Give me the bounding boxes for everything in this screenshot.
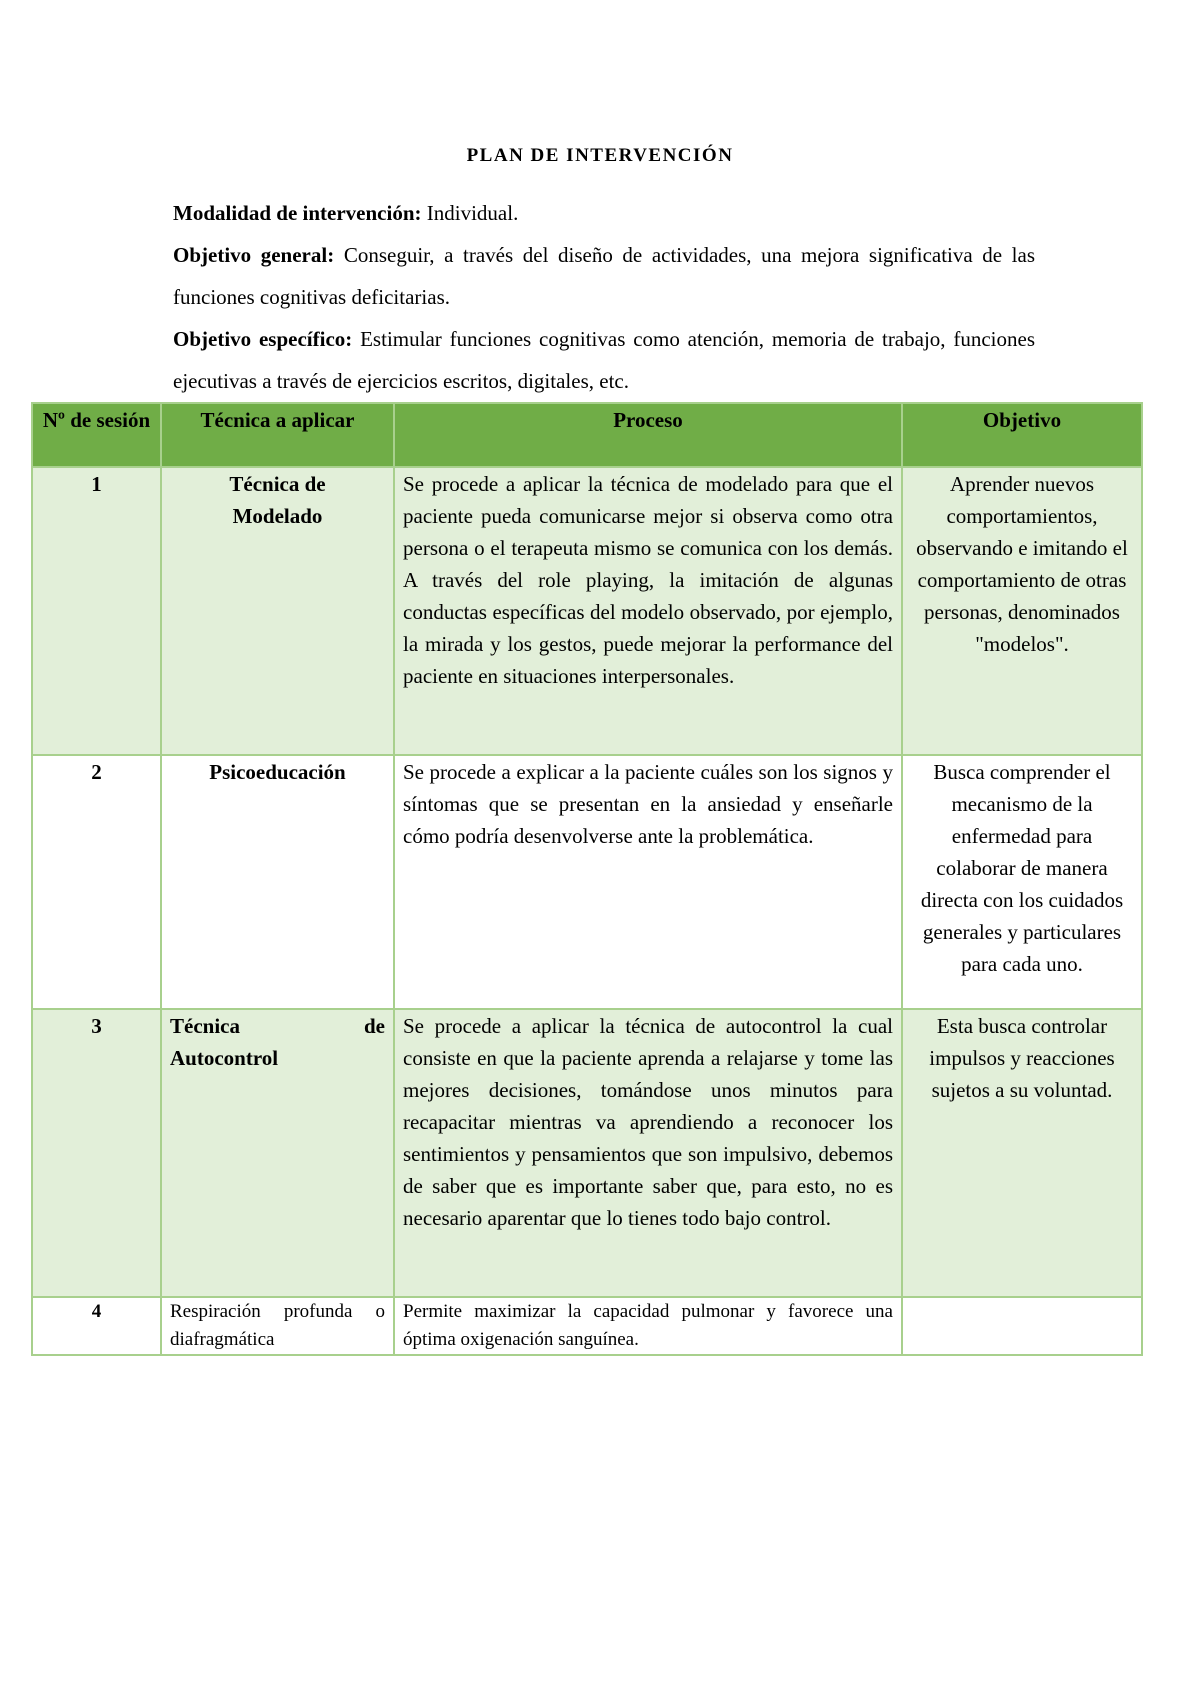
modalidad-value: Individual. [426, 201, 519, 225]
document-title: PLAN DE INTERVENCIÓN [466, 145, 734, 166]
objetivo-especifico-label: Objetivo específico: [173, 327, 353, 351]
process-cell: Se procede a aplicar la técnica de autocontrol la cual consiste en que la paciente aprenda a relajarse y tome las mejores decisiones, tomándose unos minutos para recapacitar mientras va aprendiendo a reconocer los sentimientos y pensamientos que son impulsivo, debemos de saber que es importante saber que, para esto, no es necesario aparentar que lo tienes todo bajo control. [394, 1009, 902, 1297]
objetivo-general-paragraph [173, 234, 1035, 318]
session-number: 2 [32, 755, 161, 1009]
header-process: Proceso [394, 403, 902, 467]
table-row [32, 1009, 1142, 1297]
process-cell: Permite maximizar la capacidad pulmonar y favorece una óptima oxigenación sanguínea. [394, 1297, 902, 1355]
table-row [32, 1297, 1142, 1355]
objetivo-general-value: Conseguir, a través del diseño de actividades, una mejora significativa de las funciones cognitivas deficitarias. [173, 243, 1036, 309]
technique-line: Técnica de [229, 472, 326, 496]
technique-cell: Respiración profunda o diafragmática [161, 1297, 394, 1355]
header-session: Nº de sesión [32, 403, 161, 467]
objective-cell [902, 1297, 1142, 1355]
session-number: 1 [32, 467, 161, 755]
objective-cell: Aprender nuevos comportamientos, observando e imitando el comportamiento de otras personas, denominados "modelos". [902, 467, 1142, 755]
modalidad-paragraph [173, 192, 1035, 234]
objetivo-especifico-value: Estimular funciones cognitivas como atención, memoria de trabajo, funciones ejecutivas a través de ejercicios escritos, digitales, etc. [173, 327, 1035, 393]
table-header-row [32, 403, 1142, 467]
technique-line: Técnica de [170, 1014, 385, 1038]
objective-cell: Busca comprender el mecanismo de la enfermedad para colaborar de manera directa con los cuidados generales y particulares para cada uno. [902, 755, 1142, 1009]
technique-line: Autocontrol [170, 1046, 279, 1070]
table-row [32, 467, 1142, 755]
technique-cell [161, 1009, 394, 1297]
session-number: 3 [32, 1009, 161, 1297]
process-cell: Se procede a explicar a la paciente cuáles son los signos y síntomas que se presentan en la ansiedad y enseñarle cómo podría desenvolverse ante la problemática. [394, 755, 902, 1009]
session-number: 4 [32, 1297, 161, 1355]
technique-cell [161, 755, 394, 1009]
objetivo-especifico-paragraph [173, 318, 1035, 402]
intro-section [173, 192, 1035, 402]
header-objective: Objetivo [902, 403, 1142, 467]
technique-line: Psicoeducación [209, 760, 346, 784]
technique-line: Modelado [232, 504, 323, 528]
technique-cell [161, 467, 394, 755]
objective-cell: Esta busca controlar impulsos y reacciones sujetos a su voluntad. [902, 1009, 1142, 1297]
table-row [32, 755, 1142, 1009]
objetivo-general-label: Objetivo general: [173, 243, 335, 267]
intervention-table [31, 402, 1143, 1356]
modalidad-label: Modalidad de intervención: [173, 201, 422, 225]
header-technique: Técnica a aplicar [161, 403, 394, 467]
process-cell: Se procede a aplicar la técnica de modelado para que el paciente pueda comunicarse mejor si observa como otra persona o el terapeuta mismo se comunica con los demás. A través del role playing, la imitación de algunas conductas específicas del modelo observado, por ejemplo, la mirada y los gestos, puede mejorar la performance del paciente en situaciones interpersonales. [394, 467, 902, 755]
